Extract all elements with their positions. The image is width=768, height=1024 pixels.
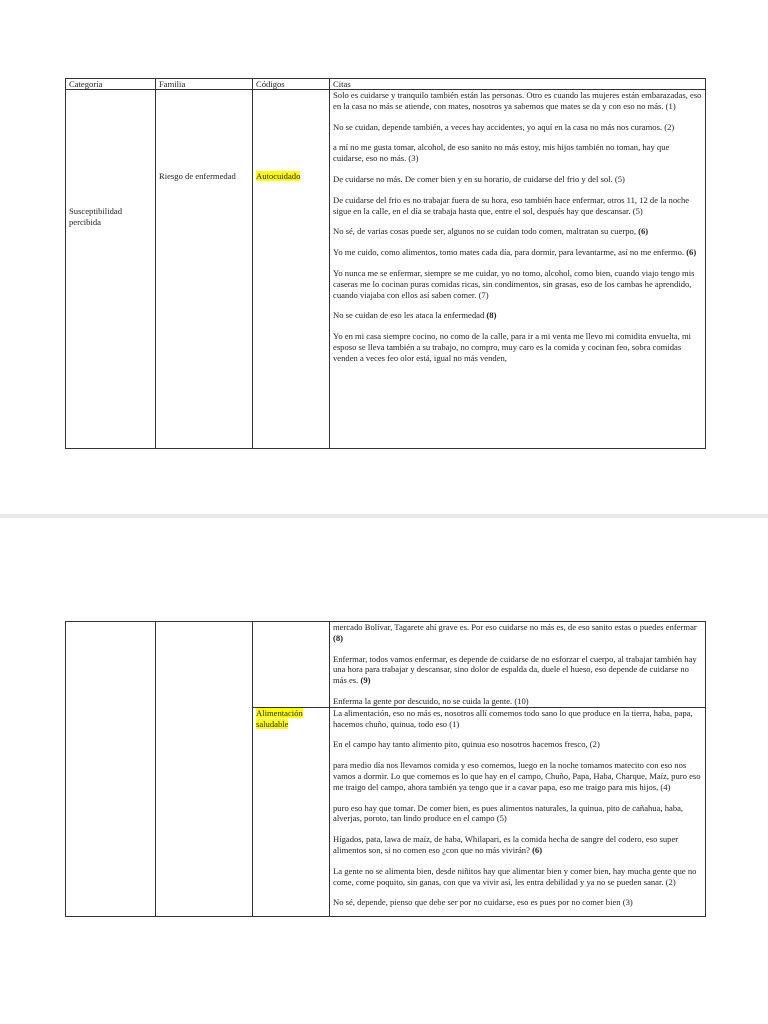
citas-cell bbox=[330, 622, 706, 708]
quote-text: Yo en mi casa siempre cocino, no como de la calle, para ir a mi venta me llevo mi comidita envuelta, mi esposo se lleva también a su trabajo, no compro, muy caro es la comida y cocinan feo, sobra comidas venden a veces feo olor está, igual no más venden, bbox=[333, 331, 692, 363]
document-page-2 bbox=[0, 518, 768, 1024]
quote-text: mercado Bolívar, Tagarete ahí grave es. Por eso cuidarse no más es, de eso sanito estas o puedes enfermar bbox=[333, 622, 697, 632]
quote-paragraph bbox=[333, 708, 702, 730]
citas-cell bbox=[330, 90, 706, 449]
quote-text: Enferma la gente por descuido, no se cuida la gente. (10) bbox=[333, 695, 529, 706]
quote-text: Solo es cuidarse y tranquilo también están las personas. Otro es cuando las mujeres están embarazadas, eso en la casa no más se atiende, con mates, nosotros ya sabemos que mates se da y con eso no más. (1) bbox=[333, 90, 702, 111]
quote-number: (6) bbox=[532, 844, 543, 855]
quote-paragraph bbox=[333, 310, 702, 321]
quote-text: En el campo hay tanto alimento pito, quinua eso nosotros hacemos fresco, (2) bbox=[333, 739, 600, 750]
codes-table-2 bbox=[65, 621, 706, 917]
quote-text: Enfermar, todos vamos enfermar, es depende de cuidarse de no esforzar el cuerpo, al trabajar también hay una hora para trabajar y descansar, sino dolor de espalda da, duele el hueso, eso depende de cuidarse no más es. bbox=[333, 653, 697, 686]
quote-text: No se cuidan de eso les ataca la enfermedad bbox=[333, 310, 485, 321]
quote-text: Yo nunca me se enfermar, siempre se me cuidar, yo no tomo, alcohol, como bien, cuando viajo tengo mis caseras me lo cocinan puras comidas ricas, sin condimentos, sin grasas, eso de los cambas he aprendido, cuando viajaba con ellos así saben comer. (7) bbox=[333, 267, 695, 300]
quote-paragraph bbox=[333, 142, 702, 164]
table-header-row bbox=[66, 79, 706, 90]
quote-text: No sé, de varias cosas puede ser, algunos no se cuidan todo comen, maltratan su cuerpo, bbox=[333, 226, 636, 237]
quote-paragraph bbox=[333, 331, 702, 363]
header-categoria: Categoría bbox=[66, 79, 156, 90]
quote-number: (6) bbox=[686, 247, 697, 258]
quote-text: La gente no se alimenta bien, desde niñitos hay que alimentar bien y comer bien, hay mucha gente que no come, come poquito, sin ganas, con que va vivir así, les entra debilidad y ya no se pueden sanar. (2) bbox=[333, 865, 697, 887]
quote-paragraph bbox=[333, 866, 702, 888]
categoria-cell bbox=[66, 622, 156, 917]
quote-number: (8) bbox=[333, 632, 344, 643]
quote-paragraph bbox=[333, 897, 702, 908]
table-row bbox=[66, 622, 706, 708]
quote-paragraph bbox=[333, 834, 702, 856]
quote-paragraph bbox=[333, 268, 702, 300]
quote-text: No sé, depende, pienso que debe ser por no cuidarse, eso es pues por no comer bien (3) bbox=[333, 897, 633, 908]
quote-text: De cuidarse del frio es no trabajar fuera de su hora, eso también hace enfermar, otros 11, 12 de la noche sigue en la calle, en el día se trabaja hasta que, entre el sol, después hay que descansar. (5) bbox=[333, 194, 690, 216]
familia-cell bbox=[156, 90, 253, 449]
familia-cell bbox=[156, 622, 253, 917]
code-alimentacion-saludable: Alimentación saludable bbox=[256, 707, 303, 729]
codigo-cell bbox=[253, 707, 330, 916]
quote-paragraph bbox=[333, 174, 702, 185]
quote-number: (8) bbox=[486, 310, 497, 321]
quote-text: No se cuidan, depende también, a veces hay accidentes, yo aquí en la casa no más nos curamos. (2) bbox=[333, 121, 675, 132]
quote-paragraph bbox=[333, 696, 702, 707]
quote-paragraph bbox=[333, 760, 702, 792]
quote-text: Yo me cuido, como alimentos, tomo mates cada día, para dormir, para levantarme, así no me enfermo. bbox=[333, 247, 685, 258]
quote-paragraph bbox=[333, 226, 702, 237]
citas-cell bbox=[330, 707, 706, 916]
header-codigos: Códigos bbox=[253, 79, 330, 90]
header-familia: Familia bbox=[156, 79, 253, 90]
quote-paragraph bbox=[333, 195, 702, 217]
codigo-cell-empty bbox=[253, 622, 330, 708]
quote-paragraph bbox=[333, 739, 702, 750]
quote-paragraph bbox=[333, 654, 702, 686]
codigo-cell bbox=[253, 90, 330, 449]
quote-text: a mí no me gusta tomar, alcohol, de eso sanito no más estoy, mis hijos también no toman, hay que cuidarse, eso no más. (3) bbox=[333, 142, 670, 164]
quote-paragraph bbox=[333, 90, 702, 112]
quote-text: La alimentación, eso no más es, nosotros allí comemos todo sano lo que produce en la tierra, haba, papa, hacemos chuño, quinua, todo eso (1) bbox=[333, 707, 693, 729]
codes-table-1 bbox=[65, 78, 706, 449]
quote-text: Hígados, pata, lawa de maíz, de haba, Whilapari, es la comida hecha de sangre del codero, eso super alimentos son, si no comen eso ¿con que no más vivirán? bbox=[333, 834, 679, 855]
quote-paragraph bbox=[333, 247, 702, 258]
categoria-text: Susceptibilidad percibida bbox=[69, 206, 122, 227]
code-autocuidado: Autocuidado bbox=[256, 171, 301, 181]
quote-paragraph bbox=[333, 622, 702, 644]
quote-number: (6) bbox=[638, 226, 649, 237]
header-citas: Citas bbox=[330, 79, 706, 90]
quote-paragraph bbox=[333, 122, 702, 133]
familia-text: Riesgo de enfermedad bbox=[159, 171, 236, 181]
quote-number: (9) bbox=[360, 675, 371, 686]
quote-text: para medio día nos llevamos comida y eso comemos, luego en la noche tomamos matecito con eso nos vamos a dormir. Lo que comemos es lo que hay en el campo, Chuño, Papa, Haba, Charque, Maíz, puro eso me traigo del campo, ahora también ya tengo que ir a cavar papa, eso me traigo para mis hijos, (4) bbox=[333, 760, 701, 792]
quote-text: puro eso hay que tomar. De comer bien, es pues alimentos naturales, la quinua, pito de cañahua, haba, alverjas, poroto, tan lindo produce en el campo (5) bbox=[333, 802, 684, 824]
quote-paragraph bbox=[333, 803, 702, 825]
quote-text: De cuidarse no más. De comer bien y en su horario, de cuidarse del frio y del sol. (5) bbox=[333, 173, 625, 184]
categoria-cell bbox=[66, 90, 156, 449]
table-row bbox=[66, 90, 706, 449]
